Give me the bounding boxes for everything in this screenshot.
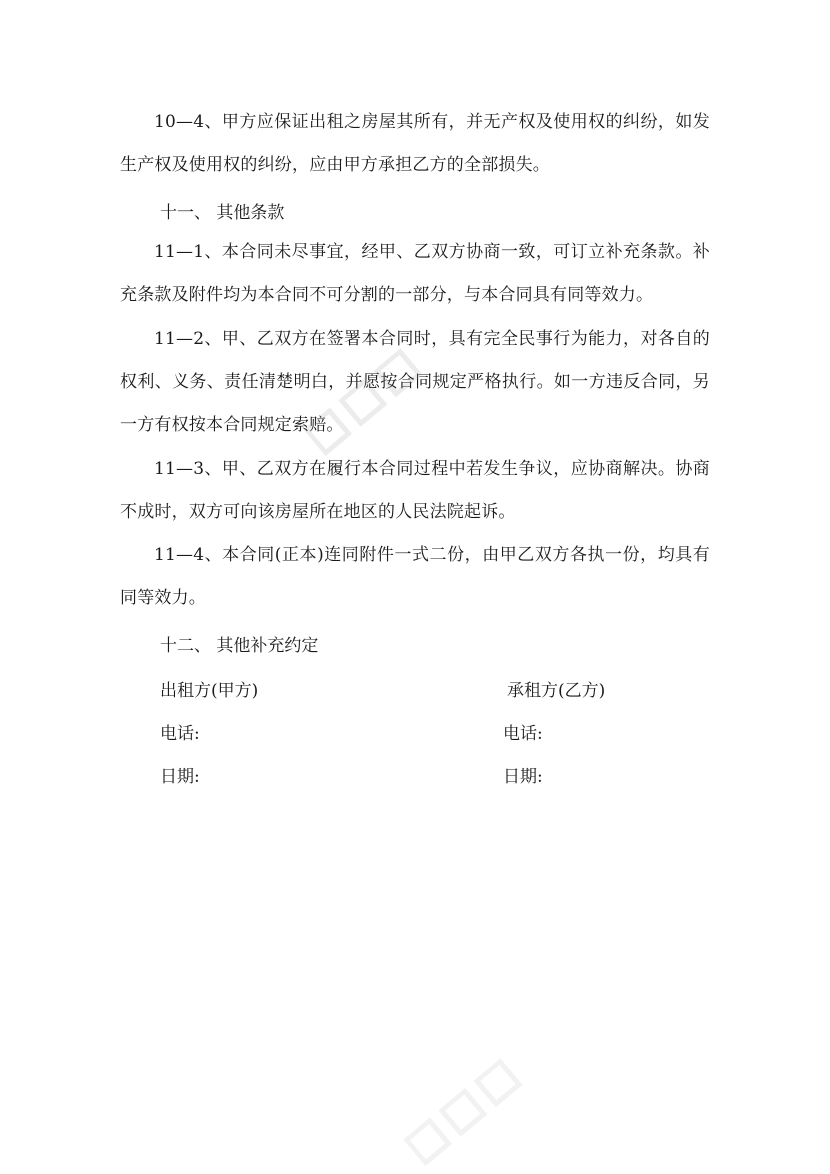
watermark-bottom-mark [404, 1050, 537, 1171]
lessor-phone-label: 电话: [160, 724, 200, 744]
clause-11-2: 11—2、甲、乙双方在签署本合同时，具有完全民事行为能力，对各自的权利、义务、责任清楚明白，并愿按合同规定严格执行。如一方违反合同，另一方有权按本合同规定索赔。 [120, 329, 710, 435]
section-heading-11: 十一、 其他条款 [160, 203, 285, 223]
clause-11-4: 11—4、本合同(正本)连同附件一式二份，由甲乙双方各执一份，均具有同等效力。 [120, 545, 710, 608]
clause-11-1: 11—1、本合同未尽事宜，经甲、乙双方协商一致，可订立补充条款。补充条款及附件均为本合同不可分割的一部分，与本合同具有同等效力。 [120, 242, 710, 305]
lessor-label: 出租方(甲方) [160, 681, 259, 701]
lessee-phone-label: 电话: [503, 724, 543, 744]
section-heading-12: 十二、 其他补充约定 [160, 636, 319, 656]
lessor-date-label: 日期: [160, 767, 200, 787]
clause-10-4: 10—4、甲方应保证出租之房屋其所有，并无产权及使用权的纠纷，如发生产权及使用权的纠纷，应由甲方承担乙方的全部损失。 [120, 112, 710, 175]
clause-11-3: 11—3、甲、乙双方在履行本合同过程中若发生争议，应协商解决。协商不成时，双方可向该房屋所在地区的人民法院起诉。 [120, 459, 710, 522]
lessee-date-label: 日期: [503, 767, 543, 787]
lessee-label: 承租方(乙方) [507, 681, 606, 701]
watermark-bottom [404, 1050, 537, 1171]
